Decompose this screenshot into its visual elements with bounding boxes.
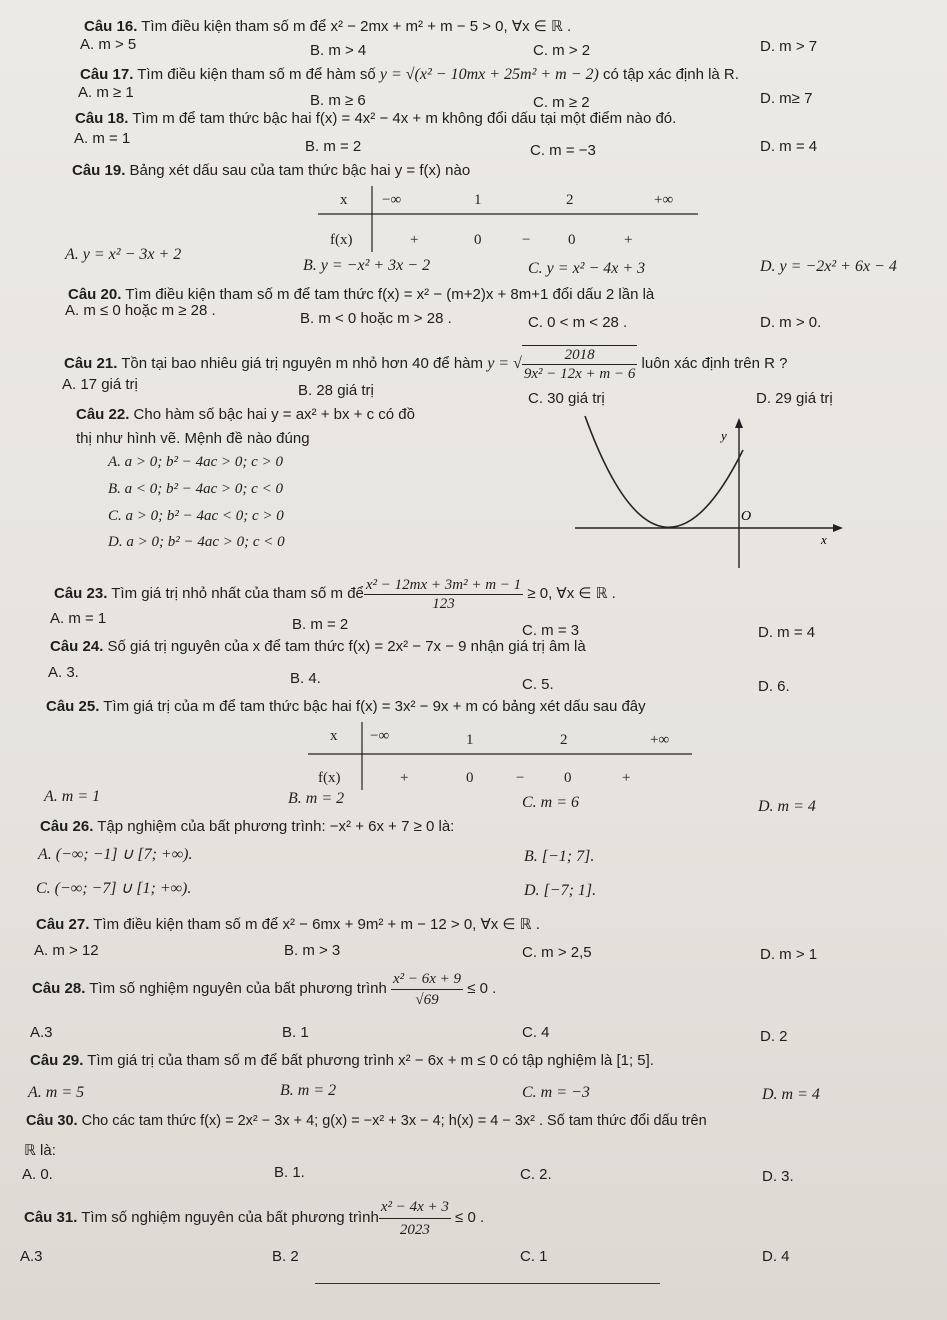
option-b[interactable]: B. m < 0 hoặc m > 28 . — [300, 310, 452, 327]
question-text: Tìm giá trị của tham số m để bất phương trình x² − 6x + m ≤ 0 có tập nghiệm là [1; 5]. — [87, 1052, 654, 1069]
option-b[interactable]: B. 2 — [272, 1248, 299, 1265]
option-d[interactable]: D. m≥ 7 — [760, 90, 813, 107]
question-number: Câu 16. — [84, 18, 138, 35]
question-number: Câu 30. — [26, 1113, 78, 1129]
sign-table-25 — [308, 722, 692, 797]
question-24 — [50, 638, 586, 656]
option-d[interactable]: D. m > 0. — [760, 314, 822, 331]
option-a[interactable]: A.3 — [30, 1024, 53, 1041]
table-sign: + — [410, 232, 419, 248]
option-b[interactable]: B. 4. — [290, 670, 321, 687]
table-sign: 0 — [466, 770, 474, 786]
fraction-numerator: x² − 12mx + 3m² + m − 1 — [365, 576, 522, 593]
table-x-value: +∞ — [650, 732, 670, 748]
option-d[interactable]: D. m = 4 — [762, 1086, 820, 1103]
option-a[interactable]: A. a > 0; b² − 4ac > 0; c > 0 — [108, 454, 283, 470]
option-a[interactable]: A. m = 1 — [74, 130, 131, 147]
option-d[interactable]: D. 2 — [760, 1028, 788, 1045]
question-number: Câu 20. — [68, 286, 122, 303]
option-c[interactable]: C. m > 2 — [533, 42, 591, 59]
question-text-tail: ≤ 0 . — [455, 1209, 485, 1226]
option-d[interactable]: D. [−7; 1]. — [524, 882, 597, 899]
question-text: Cho hàm số bậc hai y = ax² + bx + c có đồ — [133, 406, 415, 423]
graph-y-label: y — [721, 428, 727, 443]
question-text: Tìm điều kiện tham số m để x² − 2mx + m² + m − 5 > 0, ∀x ∈ ℝ . — [141, 18, 572, 35]
question-number: Câu 21. — [64, 355, 118, 372]
option-c[interactable]: C. 2. — [520, 1166, 552, 1183]
table-sign: 0 — [564, 770, 572, 786]
option-b[interactable]: B. [−1; 7]. — [524, 848, 595, 865]
table-x-value: 1 — [466, 732, 474, 748]
fraction-denominator: 123 — [432, 595, 455, 612]
question-number: Câu 24. — [50, 638, 104, 655]
question-text: Tìm điều kiện tham số m để hàm số — [137, 66, 380, 83]
option-c[interactable]: C. 5. — [522, 676, 554, 693]
question-number: Câu 29. — [30, 1052, 84, 1069]
option-c[interactable]: C. 1 — [520, 1248, 548, 1265]
option-b[interactable]: B. m > 4 — [310, 42, 367, 59]
option-a[interactable]: A. m ≤ 0 hoặc m ≥ 28 . — [65, 302, 216, 319]
question-25 — [46, 698, 646, 716]
option-b[interactable]: B. m > 3 — [284, 942, 341, 959]
fraction-denominator: 9x² − 12x + m − 6 — [523, 366, 636, 383]
table-f-label: f(x) — [330, 232, 353, 248]
fraction-numerator: x² − 6x + 9 — [391, 969, 463, 990]
question-text: Tìm số nghiệm nguyên của bất phương trình — [81, 1209, 379, 1226]
question-text: Tập nghiệm của bất phương trình: −x² + 6x + 7 ≥ 0 là: — [97, 818, 455, 835]
table-x-value: −∞ — [382, 192, 402, 208]
option-a[interactable]: A.3 — [20, 1248, 43, 1265]
table-x-value: −∞ — [370, 728, 390, 744]
option-c[interactable]: C. m = 6 — [522, 794, 580, 811]
option-c[interactable]: C. 30 giá trị — [528, 390, 605, 407]
fraction-numerator: x² − 4x + 3 — [379, 1196, 451, 1219]
option-a[interactable]: A. m = 1 — [44, 788, 101, 805]
option-d[interactable]: D. 3. — [762, 1168, 794, 1185]
option-c[interactable]: C. 4 — [522, 1024, 550, 1041]
option-a[interactable]: A. 3. — [48, 664, 79, 681]
question-text: Bảng xét dấu sau của tam thức bậc hai y = f(x) nào — [129, 162, 471, 179]
option-b[interactable]: B. m = 2 — [305, 138, 362, 155]
question-text: Tìm số nghiệm nguyên của bất phương trình — [89, 980, 391, 997]
option-c[interactable]: C. m = −3 — [522, 1084, 590, 1101]
fraction — [364, 576, 523, 613]
question-text-tail: ≥ 0, ∀x ∈ ℝ . — [527, 585, 616, 602]
question-number: Câu 19. — [72, 162, 126, 179]
option-d[interactable]: D. 4 — [762, 1248, 790, 1265]
question-28 — [32, 966, 496, 1012]
option-c[interactable]: C. m ≥ 2 — [533, 94, 590, 111]
option-b[interactable]: B. 1. — [274, 1164, 305, 1181]
table-sign: + — [400, 770, 409, 786]
option-a[interactable]: A. 0. — [22, 1166, 53, 1183]
graph-svg — [575, 410, 845, 570]
question-text: Tìm giá trị nhỏ nhất của tham số m để — [111, 585, 364, 602]
question-19 — [72, 162, 470, 180]
option-b[interactable]: B. a < 0; b² − 4ac > 0; c < 0 — [108, 481, 283, 497]
question-number: Câu 31. — [24, 1209, 78, 1226]
table-sign: + — [622, 770, 631, 786]
question-16 — [84, 18, 571, 36]
option-b[interactable]: B. m ≥ 6 — [310, 92, 366, 109]
table-x-label: x — [340, 192, 348, 208]
question-27 — [36, 916, 540, 934]
table-x-value: 2 — [560, 732, 568, 748]
question-text: Tồn tại bao nhiêu giá trị nguyên m nhỏ hơn 40 để hàm — [121, 355, 488, 372]
question-text-tail: ≤ 0 . — [467, 980, 497, 997]
option-d[interactable]: D. m > 1 — [760, 946, 818, 963]
question-18 — [75, 110, 676, 128]
question-number: Câu 27. — [36, 916, 90, 933]
option-d[interactable]: D. m = 4 — [760, 138, 818, 155]
question-text: Tìm điều kiện tham số m để x² − 6mx + 9m² + m − 12 > 0, ∀x ∈ ℝ . — [93, 916, 540, 933]
table-sign: 0 — [474, 232, 482, 248]
table-x-label: x — [330, 728, 338, 744]
option-b[interactable]: B. 28 giá trị — [298, 382, 374, 399]
question-17 — [80, 66, 739, 84]
option-d[interactable]: D. a > 0; b² − 4ac > 0; c < 0 — [108, 534, 285, 550]
option-a[interactable]: A. m = 1 — [50, 610, 107, 627]
fraction-denominator: √69 — [415, 991, 439, 1008]
question-number: Câu 18. — [75, 110, 129, 127]
question-31 — [24, 1194, 484, 1242]
option-a[interactable]: A. y = x² − 3x + 2 — [65, 246, 182, 263]
fraction — [379, 1196, 451, 1241]
option-d[interactable]: D. 6. — [758, 678, 790, 695]
question-number: Câu 26. — [40, 818, 94, 835]
table-x-value: +∞ — [654, 192, 674, 208]
fraction-numerator: 2018 — [522, 346, 638, 365]
question-text: Cho các tam thức f(x) = 2x² − 3x + 4; g(x) = −x² + 3x − 4; h(x) = 4 − 3x² . Số tam thức đổi dấu trên — [81, 1113, 707, 1129]
option-c[interactable]: C. y = x² − 4x + 3 — [528, 260, 646, 277]
question-29 — [30, 1052, 654, 1070]
option-a[interactable]: A. m ≥ 1 — [78, 84, 134, 101]
table-x-value: 2 — [566, 192, 574, 208]
table-sign: 0 — [568, 232, 576, 248]
end-divider — [315, 1283, 660, 1284]
option-d[interactable]: D. m > 7 — [760, 38, 818, 55]
option-c[interactable]: C. a > 0; b² − 4ac < 0; c > 0 — [108, 508, 284, 524]
option-c[interactable]: C. m = −3 — [530, 142, 596, 159]
question-text: Tìm điều kiện tham số m để tam thức f(x) = x² − (m+2)x + 8m+1 đổi dấu 2 lần là — [125, 286, 655, 303]
formula: y = √(x² − 10mx + 25m² + m − 2) — [379, 66, 599, 83]
option-b[interactable]: B. 1 — [282, 1024, 309, 1041]
y-equals: y = √ — [487, 355, 522, 372]
question-text: Tìm m để tam thức bậc hai f(x) = 4x² − 4x + m không đổi dấu tại một điểm nào đó. — [132, 110, 677, 127]
option-a[interactable]: A. m > 12 — [34, 942, 99, 959]
option-c[interactable]: C. m > 2,5 — [522, 944, 592, 961]
option-a[interactable]: A. 17 giá trị — [62, 376, 138, 393]
sign-table-svg — [308, 722, 692, 792]
option-c[interactable]: C. (−∞; −7] ∪ [1; +∞). — [36, 880, 192, 897]
option-c[interactable]: C. m = 3 — [522, 622, 580, 639]
table-sign: + — [624, 232, 633, 248]
question-21 — [64, 342, 787, 386]
option-d[interactable]: D. y = −2x² + 6x − 4 — [760, 258, 897, 275]
question-text-tail: luôn xác định trên R ? — [637, 355, 788, 372]
option-b[interactable]: B. m = 2 — [292, 616, 349, 633]
question-text: Số giá trị nguyên của x để tam thức f(x) = 2x² − 7x − 9 nhận giá trị âm là — [107, 638, 586, 655]
question-text-tail: có tập xác định là R. — [598, 66, 739, 83]
graph-origin-label: O — [741, 509, 752, 524]
question-text: Tìm giá trị của m để tam thức bậc hai f(x) = 3x² − 9x + m có bảng xét dấu sau đây — [103, 698, 646, 715]
option-d[interactable]: D. m = 4 — [758, 798, 816, 815]
fraction — [522, 345, 638, 383]
question-number: Câu 23. — [54, 585, 108, 602]
option-b[interactable]: B. y = −x² + 3x − 2 — [303, 257, 431, 274]
option-a[interactable]: A. m > 5 — [80, 36, 137, 53]
question-26 — [40, 818, 454, 836]
fraction-denominator: 2023 — [399, 1221, 430, 1238]
table-x-value: 1 — [474, 192, 482, 208]
question-number: Câu 22. — [76, 406, 130, 423]
sign-table-svg — [318, 186, 698, 254]
question-number: Câu 28. — [32, 980, 86, 997]
sign-table-19 — [318, 186, 698, 259]
option-b[interactable]: B. m = 2 — [280, 1082, 337, 1099]
parabola-graph — [575, 410, 845, 575]
option-a[interactable]: A. m = 5 — [28, 1084, 85, 1101]
question-number: Câu 25. — [46, 698, 100, 715]
table-f-label: f(x) — [318, 770, 341, 786]
question-30-line-2: ℝ là: — [24, 1142, 56, 1159]
option-d[interactable]: D. 29 giá trị — [756, 390, 833, 407]
fraction — [391, 969, 463, 1010]
question-22-line-2: thị như hình vẽ. Mệnh đề nào đúng — [76, 430, 310, 447]
option-c[interactable]: C. 0 < m < 28 . — [528, 314, 628, 331]
option-a[interactable]: A. (−∞; −1] ∪ [7; +∞). — [38, 846, 193, 863]
table-sign: − — [516, 770, 525, 786]
table-sign: − — [522, 232, 531, 248]
question-30 — [26, 1112, 707, 1130]
question-22 — [76, 406, 415, 424]
option-b[interactable]: B. m = 2 — [288, 790, 345, 807]
question-number: Câu 17. — [80, 66, 134, 83]
question-23 — [54, 574, 616, 614]
graph-x-label: x — [821, 532, 827, 547]
option-d[interactable]: D. m = 4 — [758, 624, 816, 641]
